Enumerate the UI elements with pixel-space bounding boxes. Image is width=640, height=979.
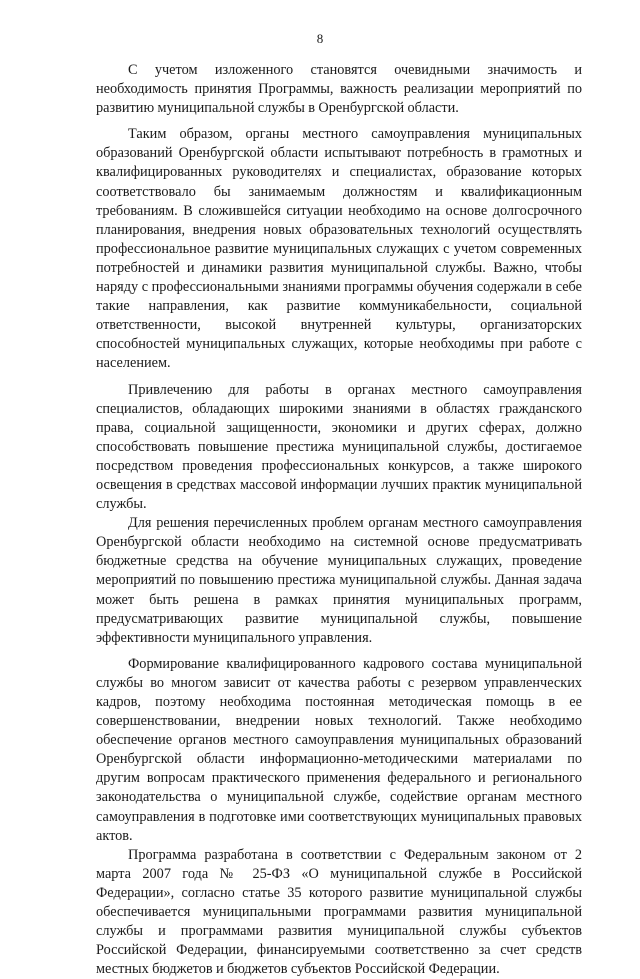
paragraph-personnel-reserve: Формирование квалифицированного кадрового состава муниципальной службы во многом зависит от качества работы с резервом управленческих кадров, поэтому необходима постоянная методическая помощь в ее совершенствовании, внедрении новых технологий. Также необходимо обеспечение органов местного самоуправления муниципальных образований Оренбургской области информационно-методическими материалами по другим вопросам практического применения федерального и регионального законодательства о муниципальной службе, содействие органам местного самоуправления в подготовке ими соответствующих муниципальных правовых актов. (96, 655, 582, 844)
page-number: 8 (316, 31, 324, 46)
paragraph-significance: С учетом изложенного становятся очевидными значимость и необходимость принятия Программы, важность реализации мероприятий по развитию муниципальной службы в Оренбургской области. (96, 62, 582, 117)
paragraph-budget-funding: Для решения перечисленных проблем органам местного самоуправления Оренбургской области необходимо на системной основе предусматривать бюджетные средства на обучение муниципальных служащих, проведение мероприятий по повышению престижа муниципальной службы. Данная задача может быть решена в рамках принятия муниципальных программ, предусматривающих развитие муниципальной службы, повышение эффективности муниципального управления. (96, 515, 582, 646)
document-body (96, 61, 582, 979)
paragraph-federal-law: Программа разработана в соответствии с Федеральным законом от 2 марта 2007 года № 25-ФЗ «О муниципальной службе в Российской Федерации», согласно статье 35 которого развитие муниципальной службы обеспечивается муниципальными программами развития муниципальной службы и программами развития муниципальной службы субъектов Российской Федерации, финансируемыми соответственно за счет средств местных бюджетов и бюджетов субъектов Российской Федерации. (96, 846, 582, 978)
paragraph-attracting-specialists: Привлечению для работы в органах местного самоуправления специалистов, обладающих широкими знаниями в областях гражданского права, социальной защищенности, экономики и других сферах, должно способствовать повышение престижа муниципальной службы, достигаемое посредством проведения профессиональных конкурсов, а также широкого освещения в средствах массовой информации лучших практик муниципальной службы. (96, 381, 582, 513)
paragraph-staff-needs: Таким образом, органы местного самоуправления муниципальных образований Оренбургской области испытывают потребность в грамотных и квалифицированных руководителях и специалистах, образование которых соответствовало бы занимаемым должностям и квалификационным требованиям. В сложившейся ситуации необходимо на основе долгосрочного планирования, внедрения новых образовательных технологий осуществлять профессиональное развитие муниципальных служащих с учетом современных потребностей и динамики развития муниципальной службы. Важно, чтобы наряду с профессиональными знаниями программы обучения содержали в себе такие направления, как развитие коммуникабельности, социальной ответственности, высокой внутренней культуры, организаторских способностей муниципальных служащих, которые необходимы при работе с населением. (96, 126, 582, 372)
